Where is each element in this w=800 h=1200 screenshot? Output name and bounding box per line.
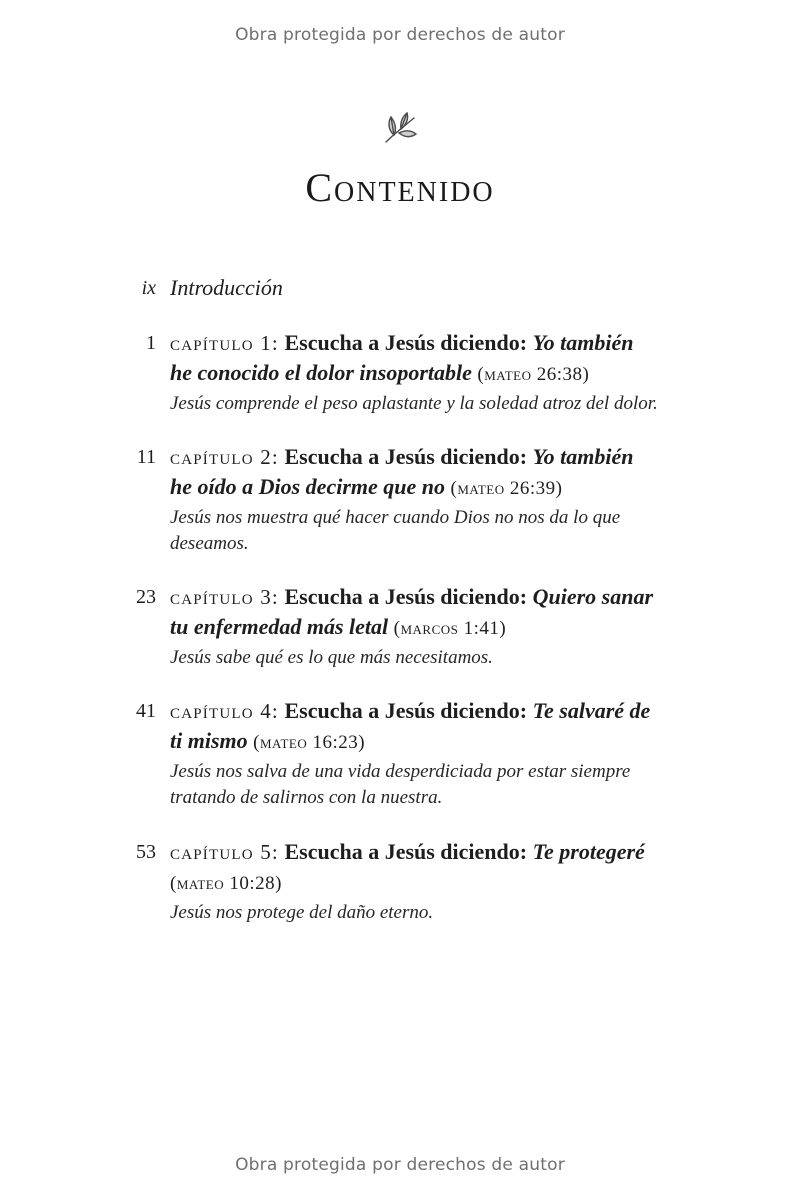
chapter-2-reference: (mateo 26:39)	[450, 478, 563, 499]
chapter-2-quote-end: he oído a Dios decirme que no	[170, 474, 445, 499]
intro-label: Introducción	[170, 275, 283, 300]
chapter-2-description: Jesús nos muestra qué hacer cuando Dios no nos da lo que deseamos.	[170, 507, 621, 554]
chapter-5-heading: Escucha a Jesús diciendo:	[284, 839, 528, 864]
chapter-4-page-number: 41	[136, 700, 156, 722]
chapter-5-page-number: 53	[136, 841, 156, 863]
chapter-5-quote-start: Te protegeré	[532, 839, 645, 864]
chapter-2-heading-line	[170, 442, 633, 472]
chapter-5-description: Jesús nos protege del daño eterno.	[170, 902, 434, 923]
chapter-5-heading-line	[170, 837, 645, 867]
chapter-1-label: capítulo 1:	[170, 331, 279, 355]
chapter-3-description: Jesús sabe qué es lo que más necesitamos.	[170, 647, 493, 668]
chapter-2-label: capítulo 2:	[170, 445, 279, 469]
chapter-1-quote-start: Yo también	[532, 330, 634, 355]
chapter-4-second-line	[170, 726, 365, 758]
chapter-3-heading: Escucha a Jesús diciendo:	[284, 584, 528, 609]
chapter-1-reference: (mateo 26:38)	[477, 364, 590, 385]
chapter-3-quote-end: tu enfermedad más letal	[170, 614, 389, 639]
chapter-5-label: capítulo 5:	[170, 840, 279, 864]
chapter-3-heading-line	[170, 582, 653, 612]
chapter-3-reference: (marcos 1:41)	[393, 618, 507, 639]
page-title: Contenido	[305, 165, 495, 210]
chapter-1-heading-line	[170, 328, 633, 358]
chapter-1-quote-end: he conocido el dolor insoportable	[170, 360, 472, 385]
chapter-3-second-line	[170, 612, 506, 644]
chapter-5-second-line	[170, 867, 282, 899]
chapter-4-reference: (mateo 16:23)	[253, 732, 366, 753]
chapter-4-description: Jesús nos salva de una vida desperdiciada por estar siempre tratando de salirnos con la nuestra.	[170, 761, 631, 808]
chapter-1-page-number: 1	[146, 332, 156, 354]
chapter-4-heading-line	[170, 696, 650, 726]
chapter-2-quote-start: Yo también	[532, 444, 634, 469]
chapter-4-quote-end: ti mismo	[170, 728, 248, 753]
chapter-2-page-number: 11	[136, 446, 156, 468]
watermark-bottom: Obra protegida por derechos de autor	[235, 1155, 565, 1175]
chapter-3-page-number: 23	[136, 586, 156, 608]
chapter-3-label: capítulo 3:	[170, 585, 279, 609]
watermark-top: Obra protegida por derechos de autor	[235, 25, 565, 45]
leaf-sprig-icon	[380, 108, 420, 148]
chapter-2-heading: Escucha a Jesús diciendo:	[284, 444, 528, 469]
chapter-4-heading: Escucha a Jesús diciendo:	[284, 698, 528, 723]
chapter-1-second-line	[170, 358, 589, 390]
chapter-3-quote-start: Quiero sanar	[532, 584, 654, 609]
chapter-1-description: Jesús comprende el peso aplastante y la soledad atroz del dolor.	[170, 393, 658, 414]
intro-page-number: ix	[141, 277, 156, 299]
chapter-2-second-line	[170, 472, 562, 504]
chapter-1-heading: Escucha a Jesús diciendo:	[284, 330, 528, 355]
chapter-4-label: capítulo 4:	[170, 699, 279, 723]
chapter-5-reference: (mateo 10:28)	[170, 873, 282, 894]
chapter-4-quote-start: Te salvaré de	[532, 698, 651, 723]
